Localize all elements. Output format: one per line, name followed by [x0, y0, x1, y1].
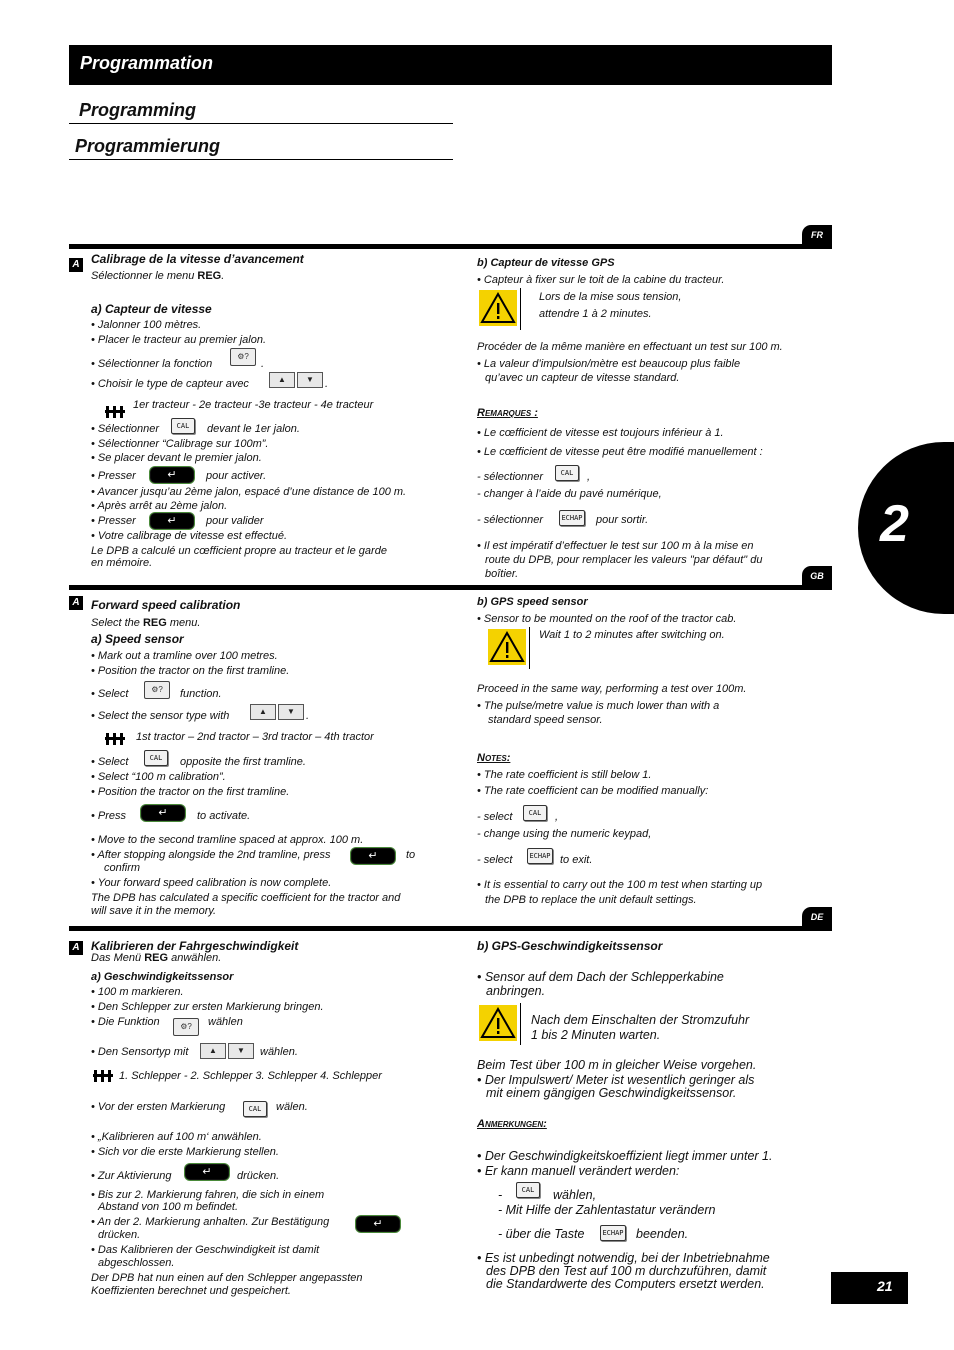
step: • Das Kalibrieren der Geschwindigkeit ist damit	[91, 1244, 320, 1256]
note: • Il est impératif d’effectuer le test sur 100 m à la mise en	[477, 540, 754, 552]
warning-text: Nach dem Einschalten der Stromzufuhr	[531, 1013, 750, 1027]
subsection-title: b) GPS-Geschwindigkeitssensor	[477, 939, 663, 953]
paragraph: The DPB has calculated a specific coefficient for the tractor and	[91, 892, 401, 904]
step: • Move to the second tramline spaced at approx. 100 m.	[91, 834, 364, 846]
cal-key-icon: CAL	[243, 1101, 267, 1117]
tractor-labels: 1er tracteur - 2e tracteur -3e tracteur - 4e tracteur	[133, 399, 374, 411]
step: • Den Sensortyp mit	[91, 1046, 189, 1058]
warning-text: Wait 1 to 2 minutes after switching on.	[539, 629, 725, 641]
step: Abstand von 100 m befindet.	[98, 1201, 239, 1213]
note: • It is essential to carry out the 100 m test when starting up	[477, 879, 763, 891]
step: • Presser	[91, 515, 136, 527]
step: .	[261, 358, 265, 370]
note: ,	[555, 811, 559, 823]
warning-text: Lors de la mise sous tension,	[539, 291, 682, 303]
arrow-keys-icon: ▲ ▼	[269, 372, 323, 388]
enter-key-icon: ↵	[356, 1216, 400, 1232]
cal-key-icon: CAL	[144, 750, 168, 766]
paragraph: Le DPB a calculé un cœfficient propre au tracteur et le garde	[91, 545, 387, 557]
step: • Sélectionner	[91, 423, 160, 435]
enter-key-icon: ↵	[351, 848, 395, 864]
step: mit einem gängigen Geschwindigkeitssensor.	[486, 1086, 737, 1100]
step: to	[406, 849, 416, 861]
lang-tag-de: DE	[802, 907, 832, 927]
function-key-icon: ⚙?	[144, 681, 170, 699]
step: • An der 2. Markierung anhalten. Zur Bestätigung	[91, 1216, 330, 1228]
step: • Avancer jusqu’au 2ème jalon, espacé d’une distance de 100 m.	[91, 486, 407, 498]
section-marker: A	[69, 596, 83, 610]
step: • Sensor to be mounted on the roof of the tractor cab.	[477, 613, 737, 625]
note: - sélectionner	[477, 514, 544, 526]
cal-key-icon: CAL	[523, 805, 547, 821]
function-key-icon: ⚙?	[173, 1018, 199, 1036]
note: beenden.	[636, 1227, 689, 1241]
divider	[69, 123, 453, 124]
section-marker: A	[69, 258, 83, 272]
warning-text: attendre 1 à 2 minutes.	[539, 308, 652, 320]
step: • „Kalibrieren auf 100 m‘ anwählen.	[91, 1131, 262, 1143]
step: • Sensor auf dem Dach der Schlepperkabine	[477, 970, 724, 984]
step: • Presser	[91, 470, 136, 482]
step: qu’avec un capteur de vitesse standard.	[485, 372, 680, 384]
tractor-icon	[104, 732, 126, 746]
paragraph: Koeffizienten berechnet und gespeichert.	[91, 1285, 291, 1297]
step: • Sich vor die erste Markierung stellen.	[91, 1146, 279, 1158]
section-rule-de	[69, 926, 832, 931]
note: - change using the numeric keypad,	[477, 828, 652, 840]
section-title-gb: Forward speed calibration	[91, 598, 241, 612]
note: the DPB to replace the unit default settings.	[485, 894, 697, 906]
note: ,	[587, 471, 591, 483]
warning-icon	[479, 1005, 517, 1041]
step: • Capteur à fixer sur le toit de la cabine du tracteur.	[477, 274, 725, 286]
paragraph: Proceed in the same way, performing a test over 100m.	[477, 683, 747, 695]
note: • Der Geschwindigkeitskoeffizient liegt immer unter 1.	[477, 1149, 773, 1163]
step: • Position the tractor on the first tramline.	[91, 786, 290, 798]
subsection-title: a) Capteur de vitesse	[91, 302, 212, 316]
step: confirm	[104, 862, 141, 874]
step: devant le 1er jalon.	[207, 423, 300, 435]
step: • Der Impulswert/ Meter ist wesentlich geringer als	[477, 1073, 755, 1087]
echap-key-icon: ECHAP	[600, 1225, 626, 1241]
enter-key-icon: ↵	[150, 513, 194, 529]
step: • Sélectionner la fonction	[91, 358, 213, 370]
note: • The rate coefficient can be modified manually:	[477, 785, 709, 797]
section-rule-gb	[69, 585, 832, 590]
arrow-keys-icon: ▲ ▼	[200, 1043, 254, 1059]
step: • Placer le tracteur au premier jalon.	[91, 334, 267, 346]
step: .	[306, 710, 310, 722]
warning-box	[477, 1003, 521, 1045]
step: anbringen.	[486, 984, 546, 998]
header-bar	[69, 45, 832, 85]
select-menu-fr: Sélectionner le menu REG.	[91, 270, 225, 282]
step: function.	[180, 688, 222, 700]
section-marker: A	[69, 941, 83, 955]
notes-title: Notes:	[477, 752, 511, 764]
lang-tag-gb: GB	[802, 566, 832, 586]
step: to activate.	[197, 810, 251, 822]
arrow-keys-icon: ▲ ▼	[250, 704, 304, 720]
echap-key-icon: ECHAP	[527, 848, 553, 864]
step: abgeschlossen.	[98, 1257, 175, 1269]
step: • Select	[91, 688, 129, 700]
section-rule-fr	[69, 244, 832, 249]
step: • Die Funktion	[91, 1016, 160, 1028]
step: pour valider	[206, 515, 264, 527]
step: wählen	[208, 1016, 243, 1028]
step: • Bis zur 2. Markierung fahren, die sich in einem	[91, 1189, 325, 1201]
note: die Standardwerte des Computers ersetzt werden.	[486, 1277, 765, 1291]
note: - über die Taste	[498, 1227, 585, 1241]
warning-box	[486, 627, 530, 669]
step: drücken.	[237, 1170, 280, 1182]
subsection-title: a) Geschwindigkeitssensor	[91, 971, 234, 983]
step: drücken.	[98, 1229, 141, 1241]
note: wählen,	[553, 1188, 597, 1202]
page-number: 21	[877, 1278, 893, 1294]
cal-key-icon: CAL	[516, 1182, 540, 1198]
subsection-title: b) Capteur de vitesse GPS	[477, 257, 615, 269]
function-key-icon: ⚙?	[230, 348, 256, 366]
step: • Votre calibrage de vitesse est effectué.	[91, 530, 288, 542]
paragraph: en mémoire.	[91, 557, 153, 569]
note: - changer à l’aide du pavé numérique,	[477, 488, 662, 500]
note: route du DPB, pour remplacer les valeurs "par défaut" du	[485, 554, 763, 566]
cal-key-icon: CAL	[171, 418, 195, 434]
header-title-fr: Programmation	[80, 53, 214, 73]
note: - select	[477, 811, 513, 823]
step: • La valeur d’impulsion/mètre est beaucoup plus faible	[477, 358, 741, 370]
step: • Après arrêt au 2ème jalon.	[91, 500, 228, 512]
tractor-icon	[92, 1069, 114, 1083]
enter-key-icon: ↵	[185, 1164, 229, 1180]
section-title-fr: Calibrage de la vitesse d’avancement	[91, 252, 304, 266]
step: • Press	[91, 810, 127, 822]
step: • Your forward speed calibration is now complete.	[91, 877, 332, 889]
select-menu-de: Das Menü REG anwählen.	[91, 952, 222, 964]
subsection-title: b) GPS speed sensor	[477, 596, 588, 608]
notes-title: Anmerkungen:	[477, 1118, 547, 1130]
select-menu-gb: Select the REG menu.	[91, 617, 201, 629]
enter-key-icon: ↵	[150, 467, 194, 483]
paragraph: Beim Test über 100 m in gleicher Weise vorgehen.	[477, 1058, 757, 1072]
subsection-title: a) Speed sensor	[91, 632, 184, 646]
step: • Select	[91, 756, 129, 768]
note: boîtier.	[485, 568, 519, 580]
note: - select	[477, 854, 513, 866]
step: • 100 m markieren.	[91, 986, 184, 998]
section-title-de: Kalibrieren der Fahrgeschwindigkeit	[91, 939, 299, 953]
step: • Sélectionner “Calibrage sur 100m”.	[91, 438, 269, 450]
warning-box	[477, 288, 521, 330]
step: • Jalonner 100 mètres.	[91, 319, 202, 331]
note: - Mit Hilfe der Zahlentastatur verändern	[498, 1203, 716, 1217]
step: standard speed sensor.	[488, 714, 603, 726]
step: • Mark out a tramline over 100 metres.	[91, 650, 278, 662]
warning-icon	[488, 629, 526, 665]
step: wählen.	[260, 1046, 298, 1058]
step: wälen.	[276, 1101, 308, 1113]
warning-text: 1 bis 2 Minuten warten.	[531, 1028, 661, 1042]
paragraph: will save it in the memory.	[91, 905, 217, 917]
header-title-de: Programmierung	[75, 136, 221, 156]
echap-key-icon: ECHAP	[559, 510, 585, 526]
step: • Position the tractor on the first tramline.	[91, 665, 290, 677]
tractor-labels: 1st tractor – 2nd tractor – 3rd tractor – 4th tractor	[136, 731, 374, 743]
note: - sélectionner	[477, 471, 544, 483]
step: • Se placer devant le premier jalon.	[91, 452, 262, 464]
step: • After stopping alongside the 2nd tramline, press	[91, 849, 331, 861]
paragraph: Der DPB hat nun einen auf den Schlepper angepassten	[91, 1272, 363, 1284]
step: • Choisir le type de capteur avec	[91, 378, 249, 390]
note: • Le cœfficient de vitesse est toujours inférieur à 1.	[477, 427, 724, 439]
note: • The rate coefficient is still below 1.	[477, 769, 652, 781]
note: • Er kann manuell verändert werden:	[477, 1164, 680, 1178]
step: • Den Schlepper zur ersten Markierung bringen.	[91, 1001, 324, 1013]
step: • Zur Aktivierung	[91, 1170, 172, 1182]
note: to exit.	[560, 854, 593, 866]
step: • The pulse/metre value is much lower than with a	[477, 700, 720, 712]
header-title-gb: Programming	[79, 100, 197, 120]
step: .	[325, 378, 329, 390]
note: • Le cœfficient de vitesse peut être modifié manuellement :	[477, 446, 763, 458]
tractor-icon	[104, 405, 126, 419]
notes-title: Remarques :	[477, 407, 538, 419]
note: -	[498, 1188, 503, 1202]
note: • Es ist unbedingt notwendig, bei der Inbetriebnahme	[477, 1251, 770, 1265]
page-number-box	[831, 1272, 908, 1304]
step: pour activer.	[206, 470, 267, 482]
step: • Select the sensor type with	[91, 710, 230, 722]
chapter-number: 2	[880, 495, 909, 553]
cal-key-icon: CAL	[555, 465, 579, 481]
enter-key-icon: ↵	[141, 805, 185, 821]
step: • Vor der ersten Markierung	[91, 1101, 226, 1113]
lang-tag-fr: FR	[802, 225, 832, 245]
step: • Select “100 m calibration”.	[91, 771, 226, 783]
note: pour sortir.	[596, 514, 649, 526]
note: des DPB den Test auf 100 m durchzuführen, damit	[486, 1264, 767, 1278]
paragraph: Procéder de la même manière en effectuant un test sur 100 m.	[477, 341, 783, 353]
divider	[69, 159, 453, 160]
step: opposite the first tramline.	[180, 756, 306, 768]
tractor-labels: 1. Schlepper - 2. Schlepper 3. Schlepper 4. Schlepper	[119, 1070, 382, 1082]
warning-icon	[479, 290, 517, 326]
